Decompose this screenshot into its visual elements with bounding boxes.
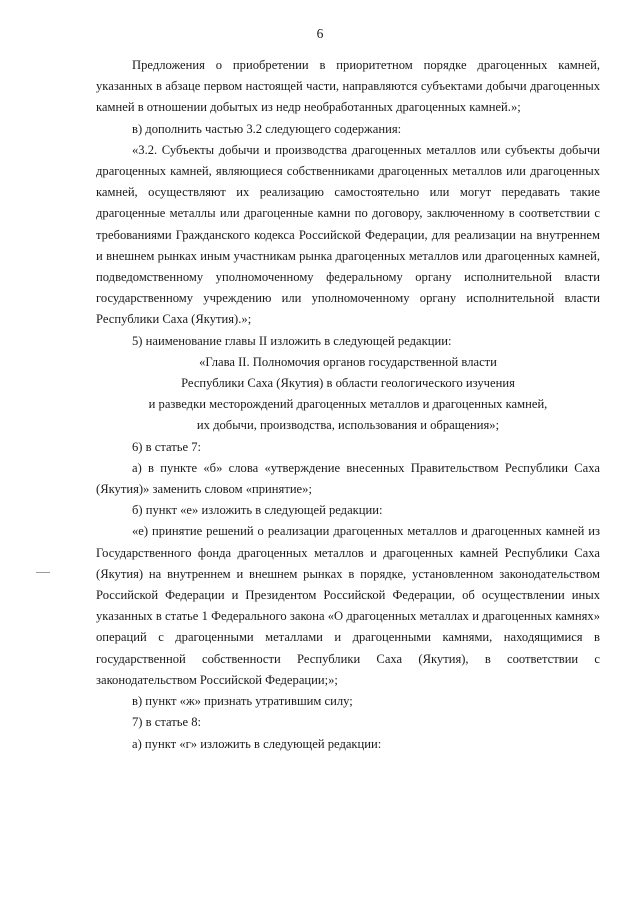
paragraph: а) в пункте «б» слова «утверждение внесенных Правительством Республики Саха (Якутия)» заменить словом «принятие»; (96, 460, 600, 497)
paragraph: «3.2. Субъекты добычи и производства драгоценных металлов или субъекты добычи драгоценных камней, являющиеся собственниками драгоценных металлов или драгоценных камней, осуществляют их реализацию самостоятельно или могут передавать такие драгоценные металлы или драгоценные камни по договору, заключенному в соответствии с требованиями Гражданского кодекса Российской Федерации, для реализации на внутреннем и внешнем рынках иным участникам рынка драгоценных металлов или драгоценных камней, подведомственному уполномоченному федеральному органу исполнительной власти государственному учреждению или уполномоченному органу исполнительной власти Республики Саха (Якутия).»; (96, 142, 600, 327)
paragraph: 6) в статье 7: (132, 439, 202, 454)
page-number: 6 (316, 26, 324, 41)
paragraph: Предложения о приобретении в приоритетном порядке драгоценных камней, указанных в абзаце первом настоящей части, направляются субъектами добычи драгоценных камней в отношении добытых из недр необработанных драгоценных камней.»; (96, 58, 600, 115)
paragraph: в) пункт «ж» признать утратившим силу; (132, 694, 353, 709)
paragraph: а) пункт «г» изложить в следующей редакции: (132, 736, 382, 751)
chapter-heading-line: и разведки месторождений драгоценных металлов и драгоценных камней, (148, 397, 548, 412)
paragraph: «е) принятие решений о реализации драгоценных металлов и драгоценных камней из Государственного фонда драгоценных металлов и драгоценных камней Республики Саха (Якутия) на внутреннем и внешнем рынках в порядке, установленном законодательством Российской Федерации и Президентом Российской Федерации, об осуществлении иных указанных в статье 1 Федерального закона «О драгоценных металлах и драгоценных камнях» операций с драгоценными металлами и драгоценными камнями, находящимися в государственной собственности Республики Саха (Якутия), в соответствии с законодательством Российской Федерации;»; (96, 524, 600, 687)
chapter-heading-line: их добычи, производства, использования и обращения»; (196, 418, 500, 433)
document-body (96, 55, 600, 755)
chapter-heading-line: Республики Саха (Якутия) в области геологического изучения (181, 376, 515, 391)
margin-mark (36, 572, 50, 573)
chapter-heading-line: «Глава II. Полномочия органов государственной власти (199, 354, 497, 369)
paragraph: в) дополнить частью 3.2 следующего содержания: (132, 121, 402, 136)
paragraph: 5) наименование главы II изложить в следующей редакции: (132, 333, 452, 348)
paragraph: б) пункт «е» изложить в следующей редакции: (132, 503, 383, 518)
paragraph: 7) в статье 8: (132, 715, 202, 730)
